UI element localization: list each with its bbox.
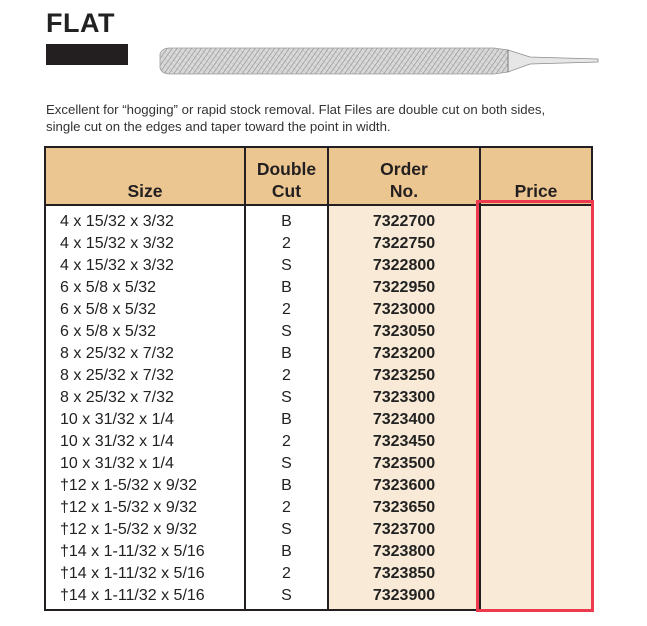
size-cell: †14 x 1-11/32 x 5/16	[60, 543, 205, 560]
size-cell: 8 x 25/32 x 7/32	[60, 345, 174, 362]
size-cell: 4 x 15/32 x 3/32	[60, 257, 174, 274]
size-cell: 10 x 31/32 x 1/4	[60, 433, 174, 450]
double-cut-cell: 2	[282, 565, 291, 582]
size-cell: 6 x 5/8 x 5/32	[60, 301, 157, 318]
size-cell: 4 x 15/32 x 3/32	[60, 213, 174, 230]
header-double-cut	[246, 148, 327, 204]
file-tang	[508, 50, 598, 72]
size-cell: 10 x 31/32 x 1/4	[60, 455, 174, 472]
order-number-cell: 7323050	[372, 323, 436, 340]
double-cut-cell: S	[281, 587, 292, 604]
double-cut-cell: S	[281, 455, 292, 472]
size-cell: †12 x 1-5/32 x 9/32	[60, 477, 197, 494]
size-cell: 10 x 31/32 x 1/4	[60, 411, 174, 428]
order-number-cell: 7323850	[372, 565, 436, 582]
size-cell: †14 x 1-11/32 x 5/16	[60, 565, 205, 582]
size-cell: 6 x 5/8 x 5/32	[60, 279, 157, 296]
double-cut-cell: 2	[282, 235, 291, 252]
size-cell: †12 x 1-5/32 x 9/32	[60, 521, 197, 538]
order-number-cell: 7323000	[372, 301, 436, 318]
order-number-cell: 7322950	[372, 279, 436, 296]
size-cell: †12 x 1-5/32 x 9/32	[60, 499, 197, 516]
header-price	[481, 148, 591, 204]
double-cut-cell: 2	[282, 499, 291, 516]
header-order-line2: No.	[389, 181, 419, 201]
double-cut-cell: S	[281, 257, 292, 274]
order-number-cell: 7323450	[372, 433, 436, 450]
header-cut-line1: Double	[256, 159, 317, 179]
description	[46, 101, 626, 135]
title-underline-bar	[46, 44, 128, 65]
price-column-highlight	[476, 200, 594, 612]
size-cell: 8 x 25/32 x 7/32	[60, 389, 174, 406]
order-number-cell: 7323600	[372, 477, 436, 494]
double-cut-cell: S	[281, 521, 292, 538]
order-number-cell: 7323400	[372, 411, 436, 428]
description-line-2: single cut on the edges and taper toward the point in width.	[46, 119, 391, 134]
double-cut-cell: B	[281, 279, 292, 296]
double-cut-cell: 2	[282, 367, 291, 384]
header-order-no	[329, 148, 479, 204]
double-cut-cell: B	[281, 543, 292, 560]
double-cut-cell: B	[281, 213, 292, 230]
size-cell: †14 x 1-11/32 x 5/16	[60, 587, 205, 604]
flat-file-illustration	[158, 40, 600, 80]
size-cell: 4 x 15/32 x 3/32	[60, 235, 174, 252]
double-cut-cell: 2	[282, 301, 291, 318]
double-cut-cell: S	[281, 323, 292, 340]
size-cell: 6 x 5/8 x 5/32	[60, 323, 157, 340]
order-number-cell: 7322750	[372, 235, 436, 252]
double-cut-cell: B	[281, 345, 292, 362]
order-number-cell: 7323800	[372, 543, 436, 560]
order-number-cell: 7323300	[372, 389, 436, 406]
order-number-cell: 7323650	[372, 499, 436, 516]
header-order-line1: Order	[380, 159, 428, 179]
page-title: FLAT	[46, 8, 115, 38]
double-cut-cell: 2	[282, 433, 291, 450]
order-number-cell: 7323250	[372, 367, 436, 384]
order-number-cell: 7323700	[372, 521, 436, 538]
header-size-label: Size	[127, 181, 163, 201]
header-cut-line2: Cut	[271, 181, 302, 201]
double-cut-cell: B	[281, 477, 292, 494]
size-cell: 8 x 25/32 x 7/32	[60, 367, 174, 384]
double-cut-cell: S	[281, 389, 292, 406]
double-cut-cell: B	[281, 411, 292, 428]
header-price-label: Price	[514, 181, 558, 201]
order-number-cell: 7322700	[372, 213, 436, 230]
order-number-cell: 7323500	[372, 455, 436, 472]
order-number-cell: 7323200	[372, 345, 436, 362]
description-line-1: Excellent for “hogging” or rapid stock removal. Flat Files are double cut on both sides,	[46, 102, 546, 117]
order-number-cell: 7322800	[372, 257, 436, 274]
header-size	[46, 148, 244, 204]
order-number-cell: 7323900	[372, 587, 436, 604]
